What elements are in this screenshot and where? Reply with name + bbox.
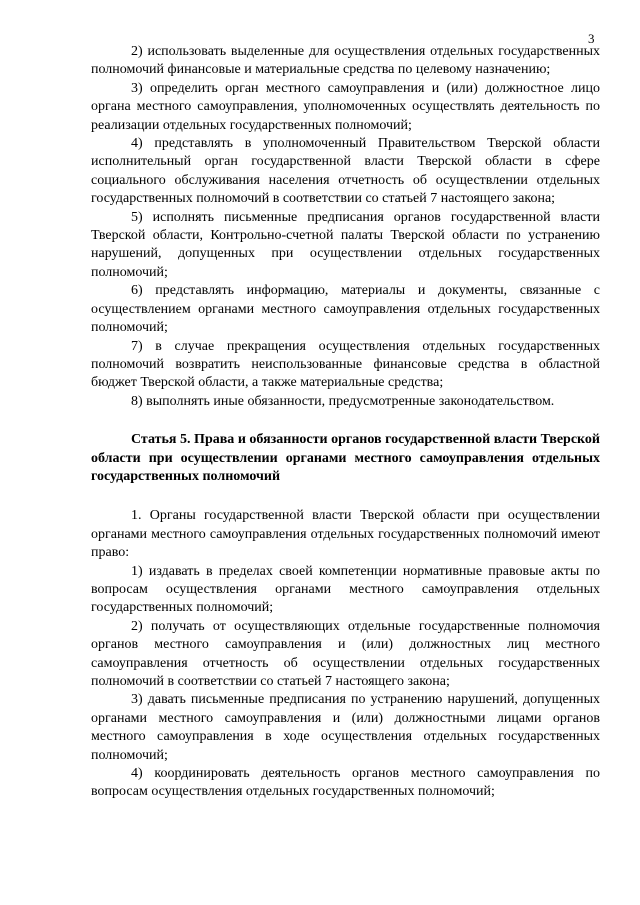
page-number: 3: [588, 31, 595, 46]
obligation-item-5: 5) исполнять письменные предписания органов государственной власти Тверской области, Контрольно-счетной палаты Тверской области по устранению нарушений, допущенных при осуществлении отдельных государственных полномочий;: [91, 209, 600, 280]
right-item-4: 4) координировать деятельность органов местного самоуправления по вопросам осуществления отдельных государственных полномочий;: [91, 766, 600, 800]
right-item-2: 2) получать от осуществляющих отдельные государственные полномочия органов местного самоуправления и (или) должностных лиц местного самоуправления отчетность об осуществлении отдельных государственных полномочий в соответствии со статьей 7 настоящего закона;: [91, 618, 600, 689]
document-body: [91, 43, 600, 802]
article-5-clause-1: 1. Органы государственной власти Тверской области при осуществлении органами местного самоуправления отдельных государственных полномочий имеют право:: [91, 508, 600, 561]
obligation-item-3: 3) определить орган местного самоуправления и (или) должностное лицо органа местного самоуправления, уполномоченных осуществлять деятельность по реализации отдельных государственных полномочий;: [91, 80, 600, 133]
article-5-heading: Статья 5. Права и обязанности органов государственной власти Тверской области при осуществлении органами местного самоуправления отдельных государственных полномочий: [91, 432, 600, 484]
obligation-item-6: 6) представлять информацию, материалы и документы, связанные с осуществлением органами местного самоуправления отдельных государственных полномочий;: [91, 283, 600, 336]
obligation-item-4: 4) представлять в уполномоченный Правительством Тверской области исполнительный орган государственной власти Тверской области в сфере социального обслуживания населения отчетность об осуществлении отдельных государственных полномочий в соответствии со статьей 7 настоящего закона;: [91, 136, 600, 207]
obligation-item-7: 7) в случае прекращения осуществления отдельных государственных полномочий возвратить неиспользованные финансовые средства в областной бюджет Тверской области, а также материальные средства;: [91, 338, 600, 391]
obligation-item-2: 2) использовать выделенные для осуществления отдельных государственных полномочий финансовые и материальные средства по целевому назначению;: [91, 44, 600, 78]
right-item-1: 1) издавать в пределах своей компетенции нормативные правовые акты по вопросам осуществления органами местного самоуправления отдельных государственных полномочий;: [91, 563, 600, 616]
obligation-item-8: 8) выполнять иные обязанности, предусмотренные законодательством.: [131, 393, 555, 409]
right-item-3: 3) давать письменные предписания по устранению нарушений, допущенных органами местного самоуправления и (или) должностными лицами органов местного самоуправления в ходе осуществления отдельных государственных полномочий;: [91, 692, 600, 763]
